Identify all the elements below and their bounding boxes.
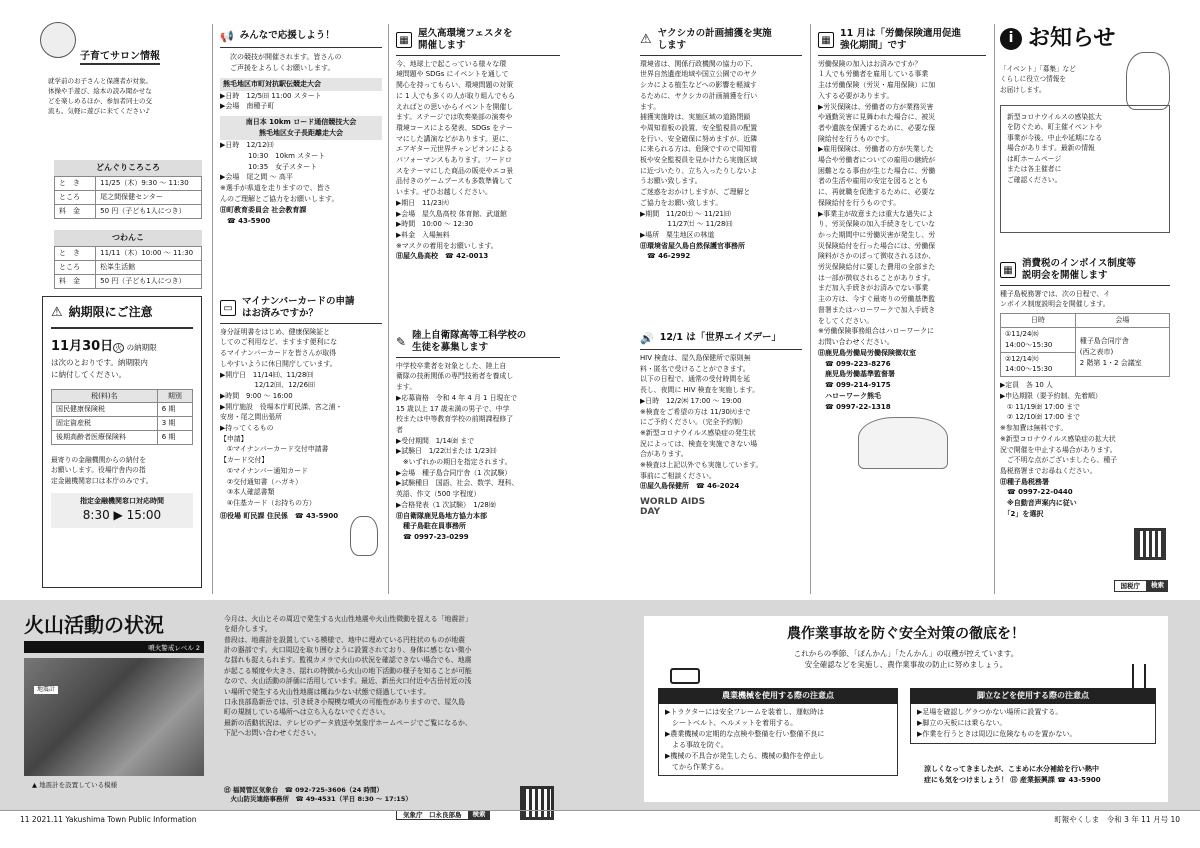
table-cell: 固定資産税 xyxy=(52,417,158,431)
festa-contact: ㊐屋久島高校 ☎ 42-0013 xyxy=(396,252,489,261)
cheer-intro: 次の競技が開催されます。皆さんの ご声援をよろしくお願いします。 xyxy=(230,53,342,72)
invoice-place: 種子島合同庁舎 (西之表市) 2 階第 1・2 会議室 xyxy=(1075,327,1169,376)
table-row xyxy=(55,275,202,289)
festa-title-row xyxy=(396,28,560,56)
table-cell: と き xyxy=(55,247,96,261)
table-cell: と き xyxy=(55,177,96,191)
tax-table xyxy=(51,389,193,445)
sdf-section xyxy=(396,330,560,543)
table-row xyxy=(55,261,202,275)
volcano-body: 今月は、火山とその周辺で発生する火山性地震や火山性微動を捉える「地震計」 を紹介します。 普段は、地震計を設置している模様で、地中に埋めている円柱状のものが地震 計の器部です。火口周辺を取り囲むように設置されており、身体に感じない微小 な揺れも捉えられます。監視カメラで火山の状況を確認できない場合でも、地震 が起こる頻度や大きさ、揺れの特徴から火山の地下活動の様子を知ることが可能 なので、火山活動の評価に活用しています。最近、新岳火口付近や古岳付近の浅 い場所で発生する火山性地震は概ね少ない状態で経過しています。 口永良部島新岳では、引き続き小規模な噴火の可能性がありますので、屋久島 町の規制している場所へは立ち入らないでください。 最新の活動状況は、テレビのデータ放送や気象庁ホームページでご覧になるか、 下記へお問い合わせください。 xyxy=(224,615,473,737)
invoice-intro: 種子島税務署では、次の日程で、イ ンボイス制度説明会を開催します。 xyxy=(1000,289,1111,309)
deer-contact: ㊐環境省屋久島自然保護官事務所 ☎ 46-2992 xyxy=(640,241,745,261)
bank-hours-label: 指定金融機関窓口対応時間 xyxy=(80,496,164,505)
mynumber-body: 身分証明書をはじめ、健康保険証と してのご利用など、ますます便利にな るマイナンバーカードを皆さんが取得 しやすいように休日開庁しています。 ▶開庁日 11/14㈰、11/28㈰ 12/12㈰、12/26㈰ ▶時間 9:00 ～ 16:00 ▶開庁施設 役場本庁町民課、宮之浦・ 安房・尾之間出張所 ▶持ってくるもの 【申請】 ①マイナンバーカード交付申請書 【カード交付】 ①マイナンバー通知カード ②交付通知書（ハガキ） ③本人確認書類 ④住基カード（お持ちの方） xyxy=(220,327,343,507)
bank-hours-time: 8:30 ▶ 15:00 xyxy=(82,508,162,523)
footer-left: 11 2021.11 Yakushima Town Public Information xyxy=(20,815,197,824)
jma-search-text: 気象庁 口永良部島 xyxy=(396,810,469,820)
salon-venue-2 xyxy=(54,230,202,289)
table-cell: 料 金 xyxy=(55,205,96,219)
megaphone-icon: 📢 xyxy=(220,30,234,43)
table-row xyxy=(55,205,202,219)
table-header xyxy=(52,389,193,403)
salon-section xyxy=(40,22,200,284)
nta-search-text: 国税庁 xyxy=(1114,580,1148,592)
mynumber-title: マイナンバーカードの申請 はお済みですか？ xyxy=(242,296,355,320)
ladder-body: ▶足場を確認しグラつかない場所に設置する。 ▶脚立の天板には乗らない。 ▶作業を行うときは周辺に危険なものを置かない。 xyxy=(910,704,1156,744)
tax-dow: 火 xyxy=(115,344,123,353)
table-row xyxy=(52,431,193,445)
table-cell: 後期高齢者医療保険料 xyxy=(52,431,158,445)
festa-title: 屋久高環境フェスタを 開催します xyxy=(418,28,513,52)
seismometer-label: 地震計 xyxy=(34,686,58,694)
farm-intro: これからの季節、「ぽんかん」「たんかん」の収穫が控えています。 安全確認などを実施し、農作業事故の防止に努めましょう。 xyxy=(793,648,1019,670)
workers-illustration xyxy=(858,417,948,469)
farm-title: 農作業事故を防ぐ安全対策の徹底を！ xyxy=(787,626,1025,642)
venue-2-table xyxy=(54,246,202,289)
nta-search-button[interactable]: 検索 xyxy=(1147,580,1168,592)
table-row xyxy=(52,403,193,417)
invoice-date-2: ②12/14㈫ 14:00～15:30 xyxy=(1001,352,1076,377)
machine-body: ▶トラクターには安全フレームを装着し、運転時は シートベルト、ヘルメットを着用する。 ▶農業機械の定期的な点検や整備を行い整備不良に よる事故を防ぐ。 ▶機械の不具合が発生したら、機械の動作を停止し てから作業する。 xyxy=(658,704,898,776)
table-cell: 50 円（子ども1人につき） xyxy=(96,275,202,289)
volcano-section xyxy=(24,610,594,819)
invoice-title-row xyxy=(1000,258,1170,286)
footer-rule xyxy=(0,810,1200,811)
table-row xyxy=(52,417,193,431)
mynumber-contact: ㊐役場 町民課 住民係 ☎ 43-5900 xyxy=(220,511,339,520)
table-cell: 松峯生活館 xyxy=(96,261,202,275)
footer-right: 町報やくしま 令和 3 年 11 月号 10 xyxy=(1054,815,1180,824)
tax-note: 最寄りの金融機関からの納付を お願いします。役場庁舎内の指 定金融機関窓口は本庁のみです。 xyxy=(51,455,153,485)
deer-section xyxy=(640,28,802,262)
event-1-name: 熊毛地区市町対抗駅伝競走大会 xyxy=(220,78,382,91)
sdf-title-row xyxy=(396,330,560,358)
salon-title: 子育てサロン情報 xyxy=(80,50,160,65)
salon-venue-1 xyxy=(54,160,202,219)
farm-closing: 涼しくなってきましたが、こまめに水分補給を行い熱中 症にも気をつけましょう！ ㊐ 産業振興課 ☎ 43-5900 xyxy=(924,765,1101,784)
aids-body: HIV 検査は、屋久島保健所で原則無 料・匿名で受けることができます。 以下の日程で、通常の受付時間を延 長し、夜間に HIV 検査を実施します。 ▶日時 12/2㈭ 17:00 ～ 19:00 ※検査をご希望の方は 11/30㈫まで にご予約ください。（完全予約制） ※新型コロナウイルス感染症の発生状 況によっては、検査を実施できない場 合があります。 ※検査は上記以外でも実施しています。 事前にご相談ください。 xyxy=(640,354,763,480)
aids-title: 12/1 は「世界エイズデー」 xyxy=(659,332,782,344)
invoice-date-1: ①11/24㈬ 14:00～15:30 xyxy=(1001,327,1076,352)
invoice-contact: ㊐種子島税務署 ☎ 0997-22-0440 ※自動音声案内に従い 「2」を選択 xyxy=(1000,477,1077,519)
calendar-icon: ▦ xyxy=(818,32,834,48)
table-cell: 国民健康保険税 xyxy=(52,403,158,417)
tax-title: 納期限にご注意 xyxy=(68,305,153,320)
salon-intro: 就学前のお子さんと保護者が対象。 体操や手遊び、絵本の読み聞かせな どを楽しめるほか、参加者同士の交 流も。気軽に遊びに来てください♪ xyxy=(48,77,152,116)
cheer-contact: ㊐町教育委員会 社会教育課 ☎ 43-5900 xyxy=(220,206,307,225)
ladder-title: 脚立などを使用する際の注意点 xyxy=(910,688,1156,704)
event-2-name: 南日本 10km ロード通信競技大会 熊毛地区女子長距離走大会 xyxy=(220,116,382,140)
pencil-icon: ✎ xyxy=(396,335,407,350)
venue-2-name: つわんこ xyxy=(54,230,202,246)
labor-title-row xyxy=(818,28,986,56)
deer-title: ヤクシカの計画捕獲を実施 します xyxy=(657,28,772,52)
volcano-title: 火山活動の状況 xyxy=(24,610,204,643)
deer-body: 環境省は、関係行政機関の協力の下、 世界自然遺産地域や国立公園でのヤク シカによる植生などへの影響を軽減す るために、ヤクシカの計画捕獲を行い ます。 捕獲実施時は、実施区域の道路閉鎖 や周知看板の設置、安全監視員の配置 を行い、安全確保に努めますが、近隣 に来られる方は、危険ですので周知看 板や安全監視員を見かけたら実施区域 に近づいたり、立ち入ったりしないよ うお願い致します。 ご迷惑をおかけしますが、ご理解と ご協力をお願い致します。 ▶期間 11/20㈯ ～ 11/21㈰ 11/27㈯ ～ 11/28㈰ ▶場所 栗生地区の林道 xyxy=(640,59,758,239)
table-row xyxy=(55,247,202,261)
labor-section xyxy=(818,28,986,469)
table-cell: 尾之間保健センター xyxy=(96,191,202,205)
warning-icon: ⚠ xyxy=(640,32,652,48)
salon-illustration xyxy=(40,22,76,58)
covid-notice: 新型コロナウイルスの感染拡大 を防ぐため、町主催イベントや 事業が今後、中止や延期になる 場合があります。最新の情報 は町ホームページ または各主催者に ご確認ください。 xyxy=(1000,105,1170,233)
tax-lead-text: の納期限 は次のとおりです。納期限内 に納付してください。 xyxy=(51,343,157,379)
table-cell: 6 期 xyxy=(157,403,192,417)
aids-title-row xyxy=(640,330,802,350)
ladder-icon xyxy=(1132,664,1146,688)
table-cell: 11/11（木）10:00 ～ 11:30 xyxy=(96,247,202,261)
table-cell: ところ xyxy=(55,191,96,205)
table-cell: 11/25（木）9:30 ～ 11:30 xyxy=(96,177,202,191)
labor-body: 労働保険の加入はお済みですか？ １人でも労働者を雇用している事業 主は労働保険（労災・雇用保険）に加 入する必要があります。 ▶労災保険は、労働者の方が業務災害 や通勤災害に見舞われた場合に、被災 者や遺族を保護するために、必要な保 険給付を行うものです。 ▶雇用保険は、労働者の方が失業した 場合や労働者についての雇用の継続が 困難となる事由が生じた場合に、労働 者の生活や雇用の安定を図るととも に、再就職を促進するために、必要な 保険給付を行うものです。 ▶事業主が故意または重大な過失によ り、労災保険の加入手続きをしていな かった期間中に労働災害が発生し、労 災保険給付を行った場合には、労働保 険料がさかのぼって徴収されるほか、 労災保険給付に要した費用の全部また は一部が徴収されることがあります。 まだ加入手続きがお済みでない事業 主の方は、今すぐ最寄りの労働基準監 督署またはハローワークで加入手続き をしてください。 ※労働保険事務組合はハローワークに お問い合わせください。 xyxy=(818,59,936,346)
jma-search-bar[interactable] xyxy=(396,810,490,820)
aids-logo: WORLD AIDS DAY xyxy=(640,497,706,518)
table-cell: 50 円（子ども1人につき） xyxy=(96,205,202,219)
volcano-contact: ㊐ 福岡管区気象台 ☎ 092-725-3606（24 時間） 火山防災連絡事務所 ☎ 49-4531（平日 8:30 ～ 17:15） xyxy=(224,786,412,804)
invoice-body: ▶定員 各 10 人 ▶申込期限（要予約制、先着順） ① 11/19㈮ 17:00 まで ② 12/10㈮ 17:00 まで ※参加費は無料です。 ※新型コロナウイルス感染症の拡大状 況で開催を中止する場合があります。 ご不明な点がございましたら、種子 島税務署までお尋ねください。 xyxy=(1000,381,1118,475)
speaker-icon: 🔊 xyxy=(640,332,654,345)
volcano-photo xyxy=(24,658,204,776)
notice-section xyxy=(1000,22,1170,233)
table-cell: 料 金 xyxy=(55,275,96,289)
event-1-body: ▶日時 12/5㈰ 11:00 スタート ▶会場 南種子町 xyxy=(220,91,322,111)
table-row xyxy=(55,191,202,205)
cheer-section xyxy=(220,28,382,227)
calendar-icon: ▦ xyxy=(396,32,412,48)
mynumber-title-row xyxy=(220,296,382,324)
tax-date: 11月30日 xyxy=(51,339,114,355)
notice-title: お知らせ xyxy=(1028,26,1116,51)
info-icon: i xyxy=(1000,28,1022,50)
table-header-cell: 税(料)名 xyxy=(52,389,158,403)
tax-title-row xyxy=(51,303,193,329)
machine-title: 農業機械を使用する際の注意点 xyxy=(658,688,898,704)
table-cell: 3 期 xyxy=(157,417,192,431)
jma-search-button[interactable]: 検索 xyxy=(469,810,490,820)
sdf-contact: ㊐自衛隊鹿児島地方協力本部 種子島駐在員事務所 ☎ 0997-23-0299 xyxy=(396,511,487,542)
venue-1-table xyxy=(54,176,202,219)
table-row xyxy=(55,177,202,191)
aids-contact: ㊐屋久島保健所 ☎ 46-2024 xyxy=(640,482,740,491)
tax-section xyxy=(42,296,202,588)
ladder-box xyxy=(910,688,1156,744)
mynumber-section xyxy=(220,296,382,521)
volcano-qr-code[interactable] xyxy=(520,786,554,820)
tax-lead xyxy=(51,337,193,380)
labor-contact: ㊐鹿児島労働局労働保険徴収室 ☎ 099-223-8276 鹿児島労働基準監督署 ☎ 099-214-9175 ハローワーク熊毛 ☎ 0997-22-1318 xyxy=(818,348,916,411)
aids-section xyxy=(640,330,802,518)
invoice-section xyxy=(1000,258,1170,590)
bank-hours-box xyxy=(51,493,193,528)
invoice-title: 消費税のインボイス制度等 説明会を開催します xyxy=(1022,258,1136,282)
deer-title-row xyxy=(640,28,802,56)
notice-sub: 「イベント」「募集」など くらしに役立つ情報を お届けします。 xyxy=(1000,65,1076,94)
cheer-title: みんなで応援しよう！ xyxy=(239,30,335,42)
table-cell: 6 期 xyxy=(157,431,192,445)
invoice-header-date: 日時 xyxy=(1001,314,1076,328)
card-icon: ▭ xyxy=(220,300,236,316)
labor-title: 11 月は「労働保険適用促進 強化期間」です xyxy=(840,28,962,52)
rabbit-illustration xyxy=(350,516,378,556)
event-2-body: ▶日時 12/12㈰ 10:30 10km スタート 10:35 女子スタート ▶会場 尾之間 ～ 高平 ※選手が県道を走りますので、皆さ んのご理解とご協力をお願いします。 xyxy=(220,140,339,204)
farm-section xyxy=(644,616,1168,802)
warning-icon: ⚠ xyxy=(51,305,63,320)
nta-search-bar[interactable] xyxy=(1114,580,1169,592)
calendar-icon: ▦ xyxy=(1000,262,1016,278)
sdf-title: 陸上自衛隊高等工科学校の 生徒を募集します xyxy=(412,330,527,354)
festa-body: 今、地球上で起こっている様々な環 境問題や SDGs にイベントを通して 関心を持ってもらい、環境問題の対策 に 1 人でも多くの人が取り組んでもら えればとの思いからイベントを開催し ます。ステージでは吹奏楽部の演奏や 環境コースによる発表、SDGs をテー マにした講演などがあります。更に、 エアギター元世界チャンピオンによる パフォーマンスもあります。フードロ スをテーマにした商品の販売やエコ景 品付きのゲームブースも多数準備して います。ぜひお越しください。 ▶期日 11/23㈫ ▶会場 屋久島高校 体育館、武道館 ▶時間 10:00 ～ 12:30 ▶料金 入場無料 ※マスクの着用をお願いします。 xyxy=(396,59,516,250)
invoice-qr-code[interactable] xyxy=(1134,528,1166,560)
table-header-cell: 期別 xyxy=(157,389,192,403)
venue-1-name: どんぐりころころ xyxy=(54,160,202,176)
notice-header xyxy=(1000,22,1170,56)
cheer-title-row xyxy=(220,28,382,48)
table-cell: ところ xyxy=(55,261,96,275)
invoice-table xyxy=(1000,313,1170,377)
tractor-icon xyxy=(670,668,700,684)
deer-mascot xyxy=(1126,52,1170,110)
volcano-level: 噴火警戒レベル 2 xyxy=(24,643,204,653)
volcano-caption: ▲ 地震計を設置している模様 xyxy=(32,781,118,789)
machine-box xyxy=(658,688,898,776)
sdf-body: 中学校卒業者を対象とした、陸上自 衛隊の技術関係の専門技術者を養成し ます。 ▶応募資格 令和 4 年 4 月 1 日現在で 15 歳以上 17 歳未満の男子で、中学 校または中等教育学校の前期課程修了 者 ▶受付期間 1/14㈮ まで ▶試験日 1/22㈯または 1/23㈰ ※いずれかの期日を指定されます。 ▶会場 種子島合同庁舎（1 次試験） ▶試験種目 国語、社会、数学、理科、 英語、作文（500 字程度） ▶合格発表（1 次試験） 1/28㈮ xyxy=(396,361,519,509)
invoice-header-place: 会場 xyxy=(1075,314,1169,328)
festa-section xyxy=(396,28,560,262)
